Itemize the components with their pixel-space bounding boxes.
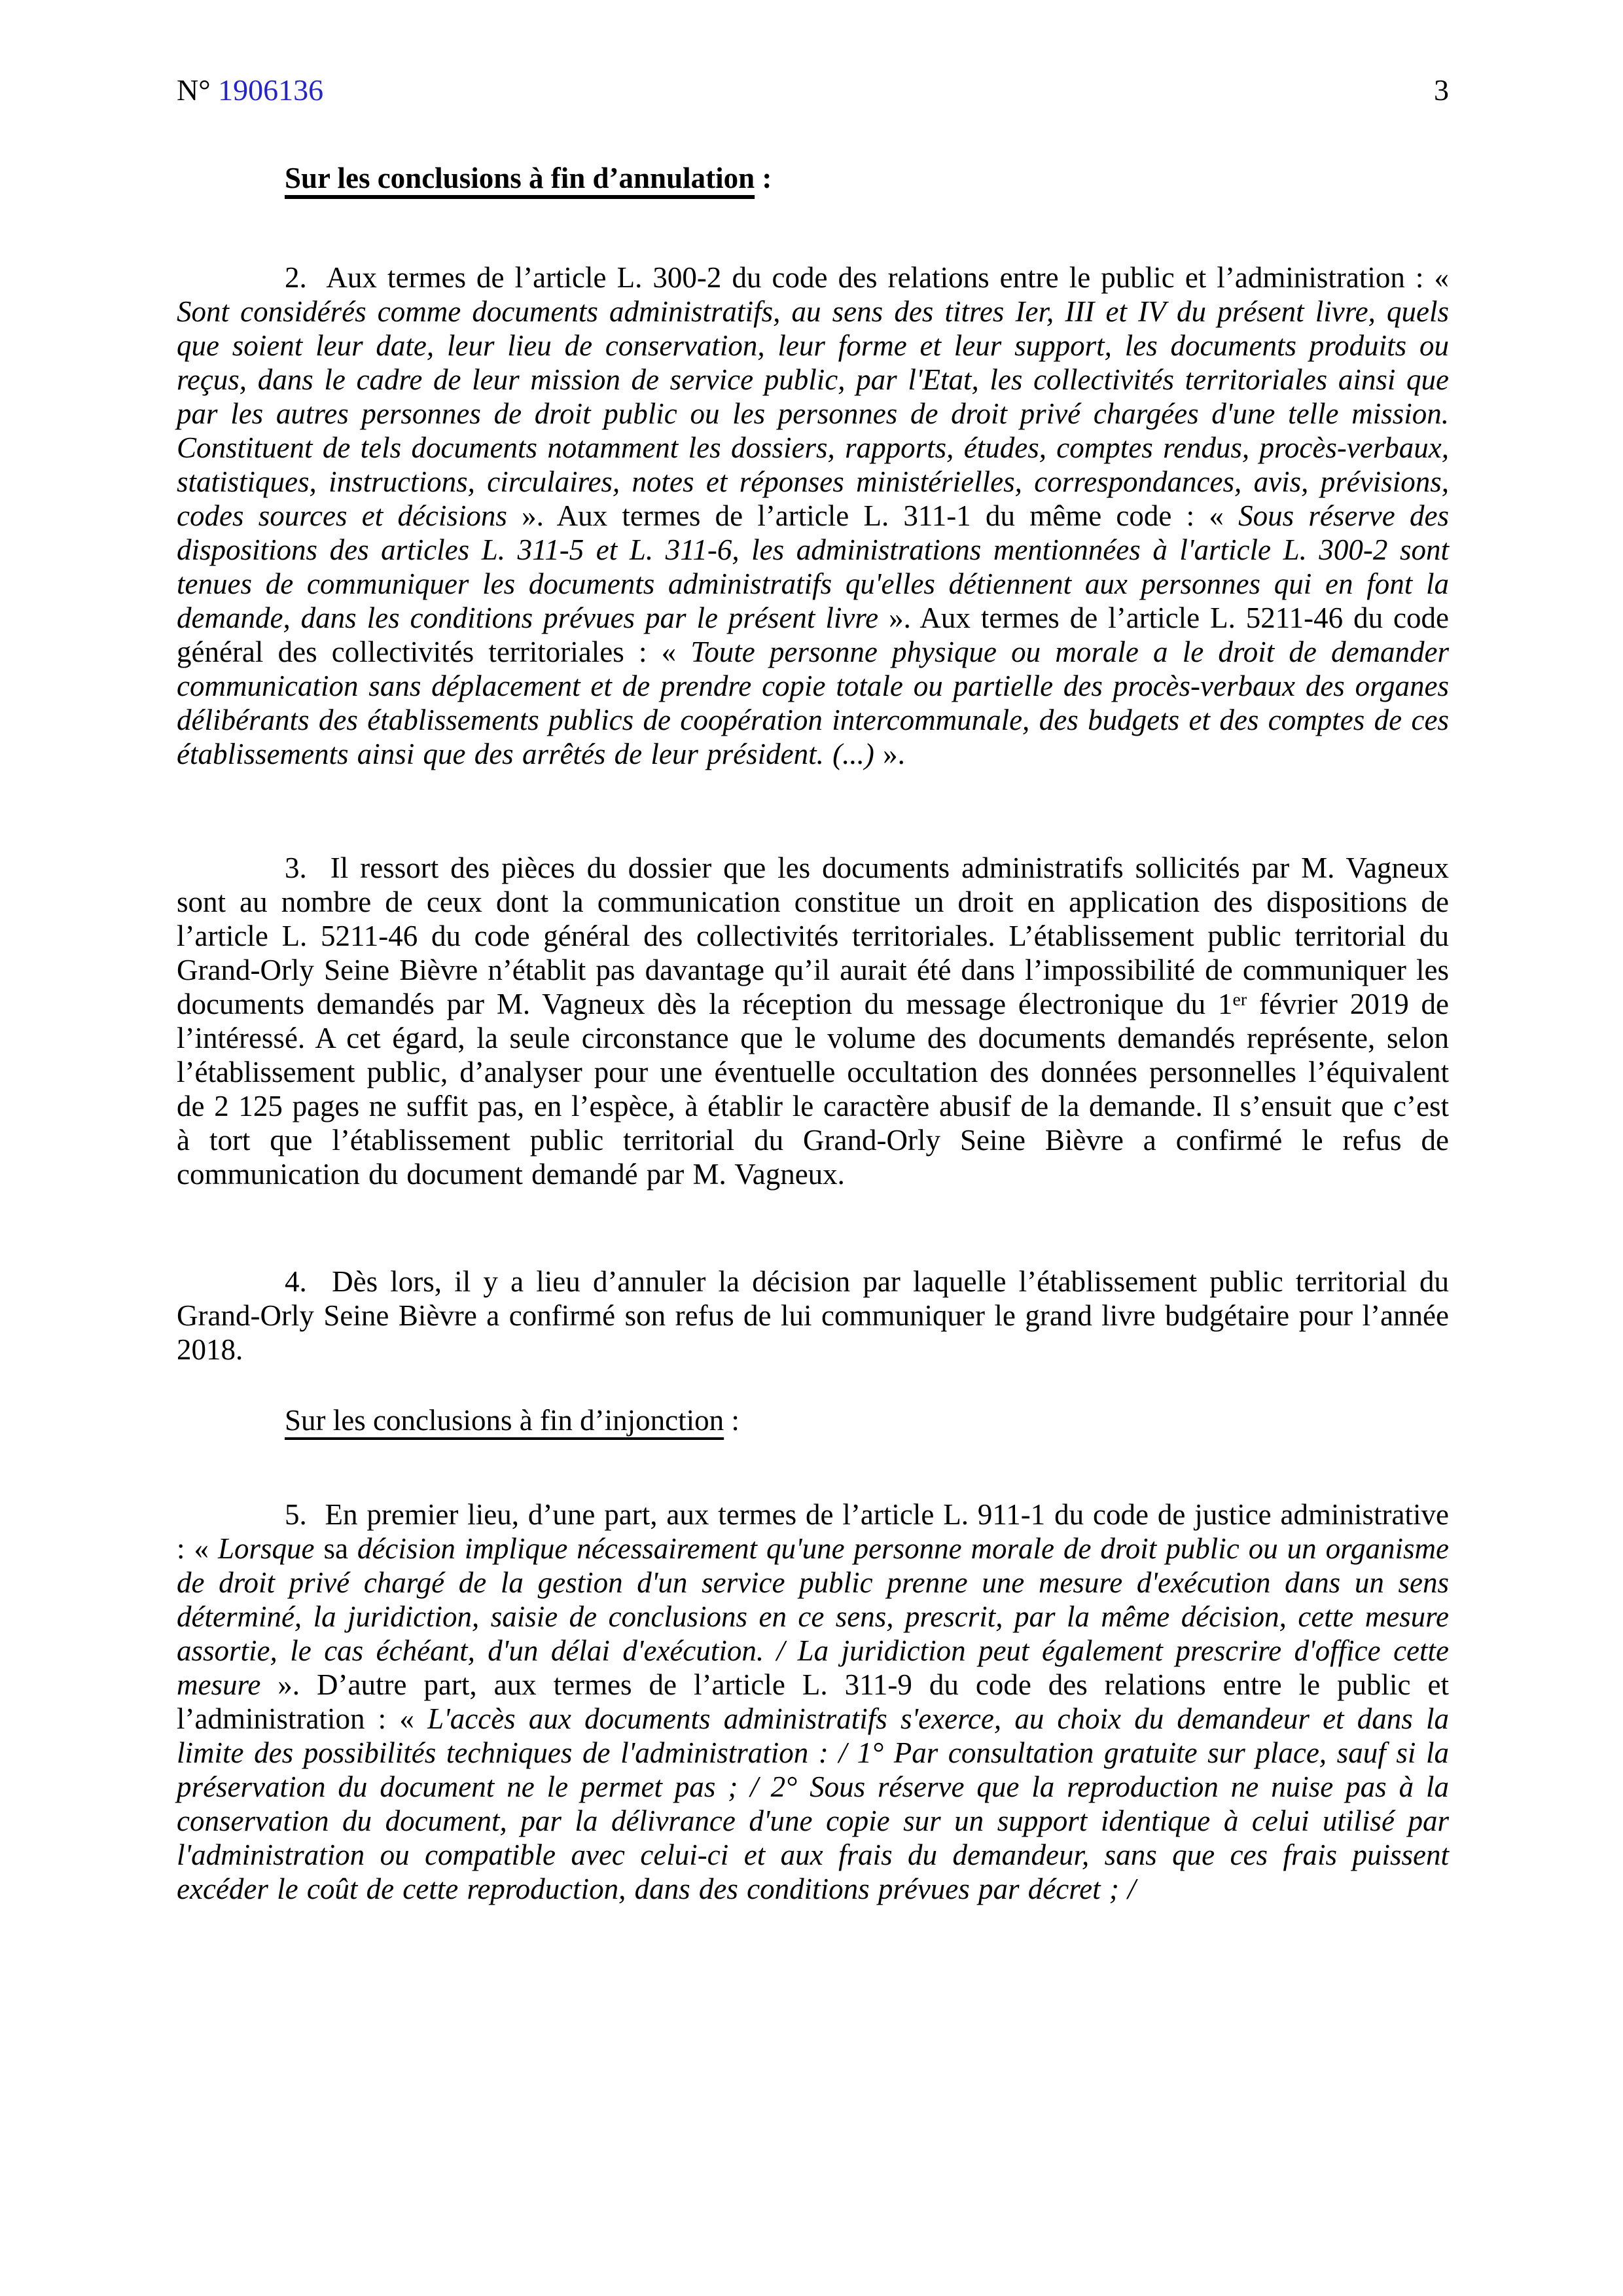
text-run: 5. En premier lieu, d’une part, aux termes de l’article L. 911-1 du code de justice administrative : « [177, 1498, 1449, 1565]
text-run: sa [314, 1532, 357, 1565]
quoted-italic-run: Sous réserve des dispositions des articles L. 311-5 et L. 311-6, les administrations mentionnées à l'article L. 300-2 sont tenues de communiquer les documents administratifs qu'elles détiennent aux personnes qui en font la demande, dans les conditions prévues par le présent livre [177, 499, 1449, 634]
case-number-value: 1906136 [218, 73, 324, 107]
text-run: 2. Aux termes de l’article L. 300-2 du code des relations entre le public et l’administration : « [285, 261, 1449, 294]
quoted-italic-run: décision implique nécessairement qu'une personne morale de droit public ou un organisme de droit privé chargé de la gestion d'un service public prenne une mesure d'exécution dans un sens déterminé, la juridiction, saisie de conclusions en ce sens, prescrit, par la même décision, cette mesure assortie, le cas échéant, d'un délai d'exécution. / La juridiction peut également prescrire d'office cette mesure [177, 1532, 1449, 1701]
page-header [177, 73, 1449, 107]
paragraph-2 [177, 260, 1449, 771]
paragraph-4 [177, 1265, 1449, 1367]
paragraph-5 [177, 1498, 1449, 1906]
superscript-run: er [1232, 990, 1247, 1011]
heading-conclusions-injonction [285, 1403, 1449, 1437]
case-number [177, 73, 323, 107]
quoted-italic-run: Sont considérés comme documents administratifs, au sens des titres Ier, III et IV du présent livre, quels que soient leur date, leur lieu de conservation, leur forme et leur support, les documents produits ou reçus, dans le cadre de leur mission de service public, par l'Etat, les collectivités territoriales ainsi que par les autres personnes de droit public ou les personnes de droit privé chargées d'une telle mission. Constituent de tels documents notamment les dossiers, rapports, études, comptes rendus, procès-verbaux, statistiques, instructions, circulaires, notes et réponses ministérielles, correspondances, avis, prévisions, codes sources et décisions [177, 295, 1449, 532]
page-number: 3 [1434, 73, 1449, 107]
quoted-italic-run: Toute personne physique ou morale a le droit de demander communication sans déplacement et de prendre copie totale ou partielle des procès-verbaux des organes délibérants des établissements publics de coopération intercommunale, des budgets et des comptes de ces établissements ainsi que des arrêtés de leur président. (...) [177, 636, 1449, 770]
heading-conclusions-annulation [285, 161, 1449, 195]
text-run: ». Aux termes de l’article L. 5211-46 du code général des collectivités territoriales : « [177, 601, 1450, 668]
heading-annulation-text: Sur les conclusions à fin d’annulation [285, 162, 755, 194]
text-run: ». [874, 738, 905, 770]
heading-injonction-text: Sur les conclusions à fin d’injonction [285, 1404, 724, 1437]
paragraph-3 [177, 851, 1449, 1191]
text-run: 3. Il ressort des pièces du dossier que les documents administratifs sollicités par M. Vagneux sont au nombre de ceux dont la communication constitue un droit en application des dispositions de l’article L. 5211-46 du code général des collectivités territoriales. L’établissement public territorial du Grand-Orly Seine Bièvre n’établit pas davantage qu’il aurait été dans l’impossibilité de communiquer les documents demandés par M. Vagneux dès la réception du message électronique du 1 [177, 852, 1449, 1020]
text-run: février 2019 de l’intéressé. A cet égard, la seule circonstance que le volume des documents demandés représente, selon l’établissement public, d’analyser pour une éventuelle occultation des données personnelles l’équivalent de 2 125 pages ne suffit pas, en l’espèce, à établir le caractère abusif de la demande. Il s’ensuit que c’est à tort que l’établissement public territorial du Grand-Orly Seine Bièvre a confirmé le refus de communication du document demandé par M. Vagneux. [177, 988, 1449, 1191]
quoted-italic-run: Lorsque [217, 1532, 315, 1565]
heading-annulation-colon: : [755, 162, 772, 194]
text-run: ». D’autre part, aux termes de l’article L. 311-9 du code des relations entre le public et l’administration : « [177, 1668, 1449, 1735]
heading-injonction-colon: : [724, 1404, 740, 1437]
quoted-italic-run: L'accès aux documents administratifs s'exerce, au choix du demandeur et dans la limite des possibilités techniques de l'administration : / 1° Par consultation gratuite sur place, sauf si la préservation du document ne le permet pas ; / 2° Sous réserve que la reproduction ne nuise pas à la conservation du document, par la délivrance d'une copie sur un support identique à celui utilisé par l'administration ou compatible avec celui-ci et aux frais du demandeur, sans que ces frais puissent excéder le coût de cette reproduction, dans des conditions prévues par décret ; / [177, 1702, 1449, 1905]
text-run: 4. Dès lors, il y a lieu d’annuler la décision par laquelle l’établissement public territorial du Grand-Orly Seine Bièvre a confirmé son refus de lui communiquer le grand livre budgétaire pour l’année 2018. [177, 1265, 1449, 1366]
text-run: ». Aux termes de l’article L. 311-1 du même code : « [507, 499, 1239, 532]
case-number-label: N° [177, 73, 219, 107]
